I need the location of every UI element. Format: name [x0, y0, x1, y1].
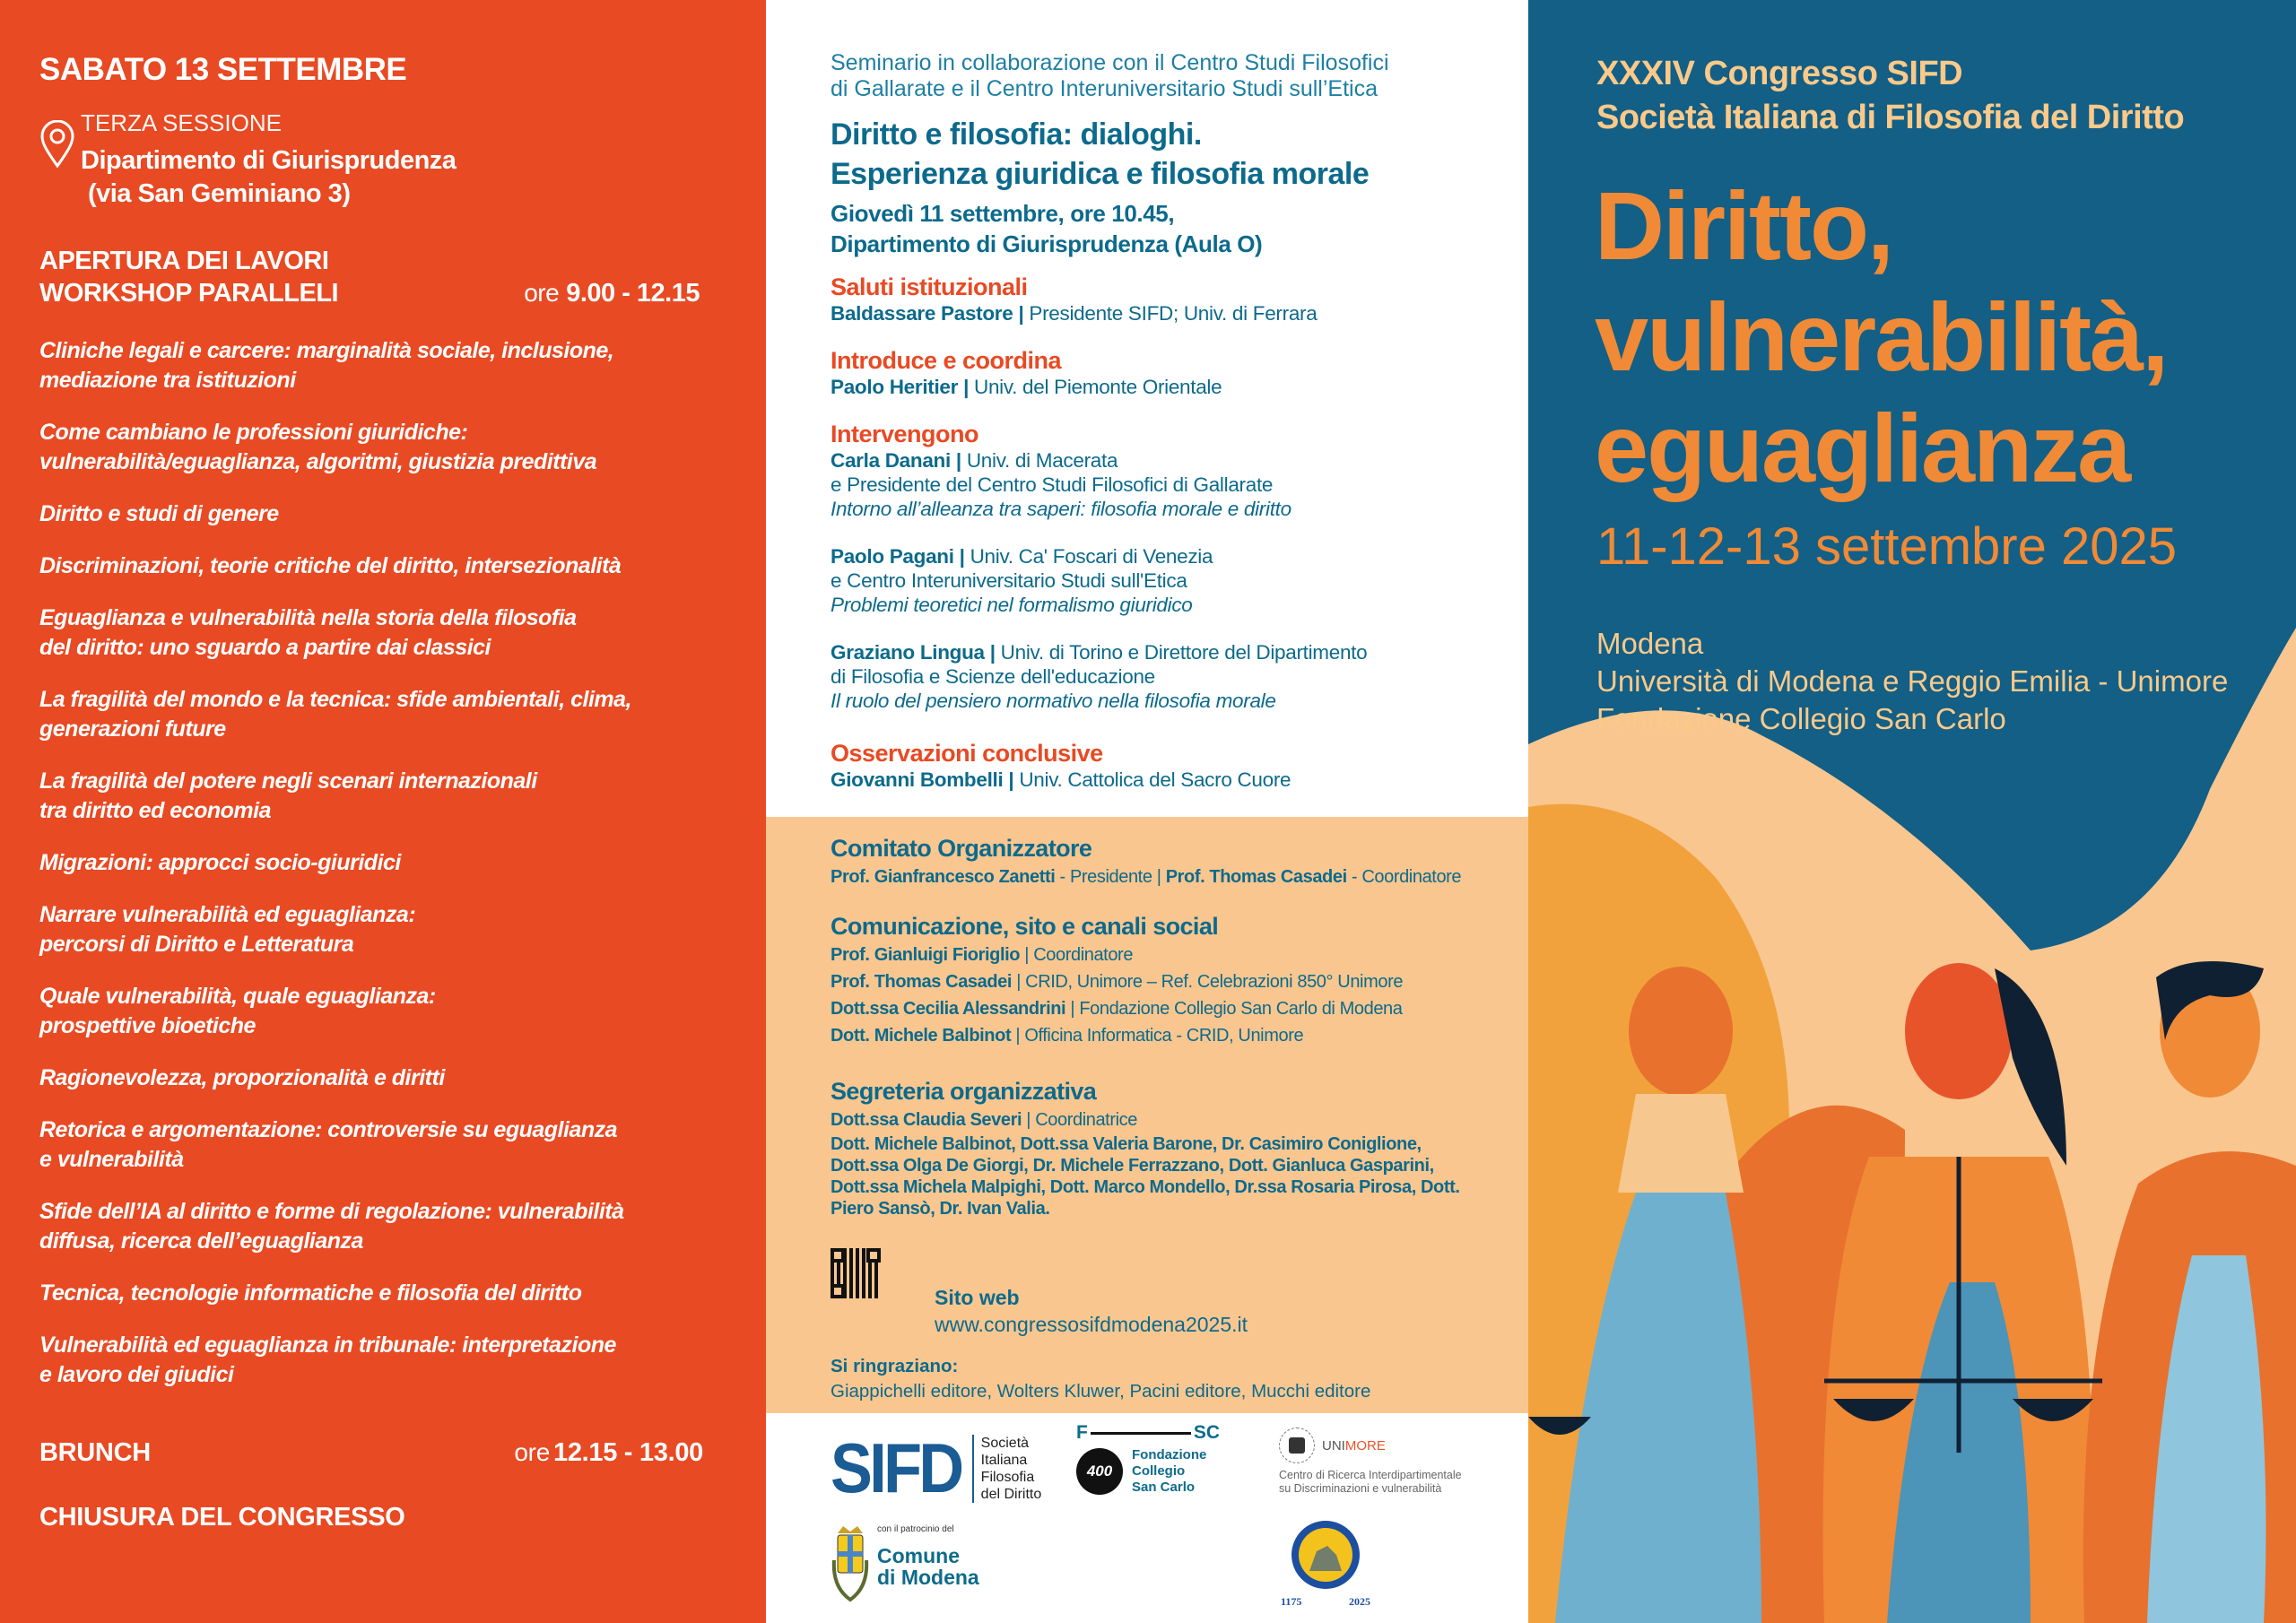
comune-line: di Modena	[877, 1566, 979, 1589]
workshop-item: Ragionevolezza, proporzionalità e diritti	[39, 1065, 445, 1090]
speaker-name: Baldassare Pastore	[831, 302, 1013, 325]
title-line: eguaglianza	[1595, 394, 2130, 502]
communication-section	[831, 911, 1521, 1049]
workshop-item: Cliniche legali e carcere: marginalità sociale, inclusione, mediazione tra istituzioni	[39, 338, 614, 393]
sifd-text-line: Società	[980, 1435, 1030, 1451]
member-name: Dott.ssa Claudia Severi	[831, 1110, 1022, 1130]
unimore-more: MORE	[1344, 1437, 1386, 1454]
seal-year: 2025	[1349, 1595, 1370, 1608]
brunch-label: BRUNCH	[39, 1438, 151, 1467]
title-line: Esperienza giuridica e filosofia morale	[831, 157, 1370, 191]
sifd-text-line: Filosofia	[980, 1469, 1035, 1485]
speaker-entry: Carla Danani | Univ. di Macerata e Presidente del Centro Studi Filosofici di Gallarate Intorno all’alleanza tra saperi: filosofia morale e diritto	[831, 448, 1512, 521]
place-line: Dipartimento di Giurisprudenza (Aula O)	[831, 230, 1263, 257]
member-role: Coordinatore	[1033, 945, 1134, 965]
speaker-entry: Paolo Pagani | Univ. Ca' Foscari di Venezia e Centro Interuniversitario Studi sull'Etica Problemi teoretici nel formalismo giuridico	[831, 544, 1512, 617]
speaker-entry: Graziano Lingua | Univ. di Torino e Direttore del Dipartimento di Filosofia e Scienze dell'educazione Il ruolo del pensiero normativo nella filosofia morale	[831, 640, 1512, 713]
sifd-logo	[831, 1428, 1041, 1509]
member-role: CRID, Unimore – Ref. Celebrazioni 850° Unimore	[1025, 972, 1404, 992]
section-heading: Osservazioni conclusive	[831, 740, 1103, 767]
foundation: Fondazione Collegio San Carlo	[1596, 702, 2006, 735]
unimore-crid-logo	[1279, 1428, 1462, 1496]
fsc-text-line: Fondazione	[1132, 1447, 1207, 1462]
speaker-role: Univ. Cattolica del Sacro Cuore	[1019, 768, 1292, 791]
secretariat-members: Dott. Michele Balbinot, Dott.ssa Valeria Barone, Dr. Casimiro Coniglione, Dott.ssa Olga De Giorgi, Dr. Michele Ferrazzano, Dott. Gianluca Gasparini, Dott.ssa Michela Malpighi, Dott. Marco Mondello, Dr.ssa Rosaria Pirosa, Dott. Piero Sansò, Dr. Ivan Valia.	[831, 1134, 1460, 1219]
workshop-item: Diritto e studi di genere	[39, 501, 279, 526]
workshop-item: La fragilità del potere negli scenari internazionali tra diritto ed economia	[39, 768, 537, 823]
seminar-line: Seminario in collaborazione con il Centro Studi Filosofici	[831, 50, 1389, 75]
saluti-section: Saluti istituzionali Baldassare Pastore | Presidente SIFD; Univ. di Ferrara	[831, 273, 1512, 325]
congress-header	[1596, 52, 2184, 140]
fsc-name	[1132, 1447, 1206, 1496]
ore-label: ore	[514, 1438, 550, 1466]
member-name: Dott.ssa Cecilia Alessandrini	[831, 999, 1066, 1019]
member-row: Dott.ssa Cecilia Alessandrini | Fondazione Collegio San Carlo di Modena	[831, 999, 1403, 1019]
day-heading: SABATO 13 SETTEMBRE	[39, 52, 407, 87]
fsc-text-line: San Carlo	[1132, 1480, 1196, 1495]
workshop-item: Narrare vulnerabilità ed eguaglianza: percorsi di Diritto e Letteratura	[39, 902, 416, 957]
workshops-title: WORKSHOP PARALLELI	[39, 279, 339, 308]
workshop-item: Sfide dell’IA al diritto e forme di regolazione: vulnerabilità diffusa, ricerca dell’eguaglianza	[39, 1199, 624, 1254]
member-name: Prof. Thomas Casadei	[1165, 867, 1347, 887]
talk-title: Intorno all’alleanza tra saperi: filosofia morale e diritto	[831, 498, 1292, 520]
website-label: Sito web	[935, 1286, 1020, 1309]
venue-address: (via San Geminiano 3)	[88, 179, 351, 208]
fsc-text-line: Collegio	[1132, 1463, 1186, 1479]
society-name: Società Italiana di Filosofia del Diritto	[1596, 99, 2185, 136]
program-saturday-panel	[0, 0, 766, 1623]
workshop-item: Migrazioni: approcci socio-giuridici	[39, 850, 401, 875]
location-pin-icon	[39, 120, 75, 169]
title-line: vulnerabilità,	[1595, 282, 2168, 391]
thanks-list: Giappichelli editore, Wolters Kluwer, Pacini editore, Mucchi editore	[831, 1381, 1371, 1402]
speaker-role: Presidente SIFD; Univ. di Ferrara	[1029, 302, 1318, 325]
speaker-role-cont: di Filosofia e Scienze dell'educazione	[831, 665, 1155, 688]
member-role: - Coordinatore	[1346, 867, 1462, 887]
talk-title: Il ruolo del pensiero normativo nella filosofia morale	[831, 690, 1276, 712]
sponsor-logos	[766, 1419, 1528, 1623]
venue-block	[39, 109, 726, 211]
secretariat-section: Segreteria organizzativa Dott.ssa Claudia Severi | Coordinatrice Dott. Michele Balbinot, Dott.ssa Valeria Barone, Dr. Casimiro Coniglione, Dott.ssa Olga De Giorgi, Dr. Michele Ferrazzano, Dott. Gianluca Gasparini, Dott.ssa Michela Malpighi, Dott. Marco Mondello, Dr.ssa Rosaria Pirosa, Dott. Piero Sansò, Dr. Ivan Valia.	[831, 1076, 1521, 1219]
ore-label: ore	[524, 279, 560, 307]
title-line: Diritto e filosofia: dialoghi.	[831, 117, 1202, 152]
seminar-intro	[831, 50, 1512, 102]
venue-name: Dipartimento di Giurisprudenza	[81, 146, 457, 175]
fondazione-logo	[1076, 1422, 1220, 1496]
unimore-anniversary-seal	[1281, 1519, 1370, 1609]
closing-label: CHIUSURA DEL CONGRESSO	[39, 1503, 405, 1532]
speaker-role: Univ. di Torino e Direttore del Dipartimento	[1000, 641, 1368, 664]
section-heading: Comitato Organizzatore	[831, 835, 1092, 862]
speaker-name: Graziano Lingua	[831, 641, 985, 664]
talk-title: Problemi teoretici nel formalismo giuridico	[831, 594, 1193, 616]
speaker-role: Univ. di Macerata	[966, 449, 1118, 472]
member-name: Prof. Thomas Casadei	[831, 972, 1013, 992]
website-block	[935, 1284, 1248, 1338]
fsc-f: F	[1076, 1422, 1088, 1443]
section-heading: Segreteria organizzativa	[831, 1078, 1097, 1105]
qr-code[interactable]	[831, 1248, 881, 1298]
committee-section	[831, 833, 1521, 890]
cover-panel	[1528, 0, 2296, 1623]
comune-line: Comune	[877, 1544, 960, 1567]
speaker-role: Univ. Ca' Foscari di Venezia	[970, 545, 1213, 568]
sifd-fullname	[972, 1435, 1042, 1503]
fsc-badge: 400	[1076, 1448, 1123, 1495]
time-value: 9.00 - 12.15	[566, 279, 700, 308]
sifd-text-line: Italiana	[980, 1452, 1028, 1468]
congress-dates: 11-12-13 settembre 2025	[1596, 517, 2178, 576]
speakers-section	[831, 420, 1512, 713]
workshop-item: La fragilità del mondo e la tecnica: sfide ambientali, clima, generazioni future	[39, 687, 631, 742]
workshop-item: Discriminazioni, teorie critiche del diritto, intersezionalità	[39, 553, 622, 578]
opening-title: APERTURA DEI LAVORI	[39, 247, 329, 275]
session-label: TERZA SESSIONE	[81, 109, 282, 136]
member-row: Dott. Michele Balbinot | Officina Informatica - CRID, Unimore	[831, 1026, 1304, 1046]
date-line: Giovedì 11 settembre, ore 10.45,	[831, 200, 1175, 227]
seminar-panel	[766, 0, 1528, 1623]
speaker-role-cont: e Presidente del Centro Studi Filosofici di Gallarate	[831, 473, 1274, 496]
sifd-wordmark: SIFD	[831, 1428, 961, 1507]
fsc-sc: SC	[1193, 1422, 1220, 1443]
brunch-row	[39, 1438, 726, 1468]
thanks-label: Si ringraziano:	[831, 1356, 959, 1376]
workshop-item: Vulnerabilità ed eguaglianza in tribunale: interpretazione e lavoro dei giudici	[39, 1332, 616, 1387]
speaker-name: Paolo Pagani	[831, 545, 954, 568]
section-heading: Saluti istituzionali	[831, 273, 1028, 300]
workshop-item: Come cambiano le professioni giuridiche: vulnerabilità/eguaglianza, algoritmi, giustizia predittiva	[39, 420, 597, 474]
website-link[interactable]: www.congressosifdmodena2025.it	[935, 1313, 1248, 1336]
unimore-seal-icon	[1279, 1428, 1315, 1463]
speaker-role-cont: e Centro Interuniversitario Studi sull'Etica	[831, 569, 1187, 592]
section-heading: Comunicazione, sito e canali social	[831, 913, 1219, 940]
member-role: Fondazione Collegio San Carlo di Modena	[1079, 999, 1403, 1019]
member-name: Prof. Gianfrancesco Zanetti	[831, 867, 1056, 887]
speaker-name: Giovanni Bombelli	[831, 768, 1004, 791]
workshop-item: Retorica e argomentazione: controversie su eguaglianza e vulnerabilità	[39, 1117, 618, 1172]
comune-logo	[831, 1524, 979, 1605]
section-heading: Intervengono	[831, 421, 979, 447]
seminar-title	[831, 115, 1512, 194]
university: Università di Modena e Reggio Emilia - Unimore	[1596, 664, 2229, 698]
seminar-date	[831, 198, 1512, 259]
opening-time	[524, 277, 700, 309]
workshop-item: Quale vulnerabilità, quale eguaglianza: prospettive bioetiche	[39, 984, 436, 1038]
modena-coat-of-arms-icon	[831, 1524, 870, 1605]
conclusive-section: Osservazioni conclusive Giovanni Bombelli | Univ. Cattolica del Sacro Cuore	[831, 739, 1512, 792]
brunch-time	[514, 1438, 703, 1468]
crid-line: Centro di Ricerca Interdipartimentale	[1279, 1469, 1462, 1481]
member-role: - Presidente |	[1055, 867, 1166, 887]
sifd-text-line: del Diritto	[980, 1486, 1042, 1502]
speaker-name: Paolo Heritier	[831, 376, 959, 398]
crid-line: su Discriminazioni e vulnerabilità	[1279, 1482, 1442, 1495]
workshop-item: Tecnica, tecnologie informatiche e filosofia del diritto	[39, 1280, 582, 1306]
speaker-name: Carla Danani	[831, 449, 951, 472]
seal-year: 1175	[1281, 1595, 1302, 1608]
introduce-section: Introduce e coordina Paolo Heritier | Univ. del Piemonte Orientale	[831, 346, 1512, 399]
member-row: Prof. Gianluigi Fioriglio | Coordinatore	[831, 945, 1134, 965]
section-heading: Introduce e coordina	[831, 347, 1062, 374]
member-name: Prof. Gianluigi Fioriglio	[831, 945, 1021, 965]
opening-block	[39, 245, 726, 309]
member-role: Coordinatrice	[1035, 1110, 1137, 1130]
member-row: Prof. Thomas Casadei | CRID, Unimore – Ref. Celebrazioni 850° Unimore	[831, 972, 1404, 992]
workshop-item: Eguaglianza e vulnerabilità nella storia della filosofia del diritto: uno sguardo a partire dai classici	[39, 605, 577, 660]
unimore-uni: UNI	[1322, 1437, 1345, 1454]
workshop-list	[39, 336, 726, 1390]
member-name: Dott. Michele Balbinot	[831, 1026, 1012, 1046]
congress-title	[1595, 170, 2167, 504]
city: Modena	[1596, 627, 1704, 660]
patronage-label: con il patrocinio del	[877, 1524, 954, 1534]
member-role: Officina Informatica - CRID, Unimore	[1024, 1026, 1304, 1046]
time-value: 12.15 - 13.00	[552, 1438, 703, 1467]
anniversary-seal-icon	[1290, 1519, 1361, 1591]
congress-name: XXXIV Congresso SIFD	[1596, 55, 1963, 92]
speaker-role: Univ. del Piemonte Orientale	[974, 376, 1222, 398]
congress-location	[1596, 625, 2228, 738]
seminar-line: di Gallarate e il Centro Interuniversitario Studi sull’Etica	[831, 76, 1378, 101]
thanks-block	[831, 1354, 1370, 1404]
title-line: Diritto,	[1595, 171, 1892, 280]
